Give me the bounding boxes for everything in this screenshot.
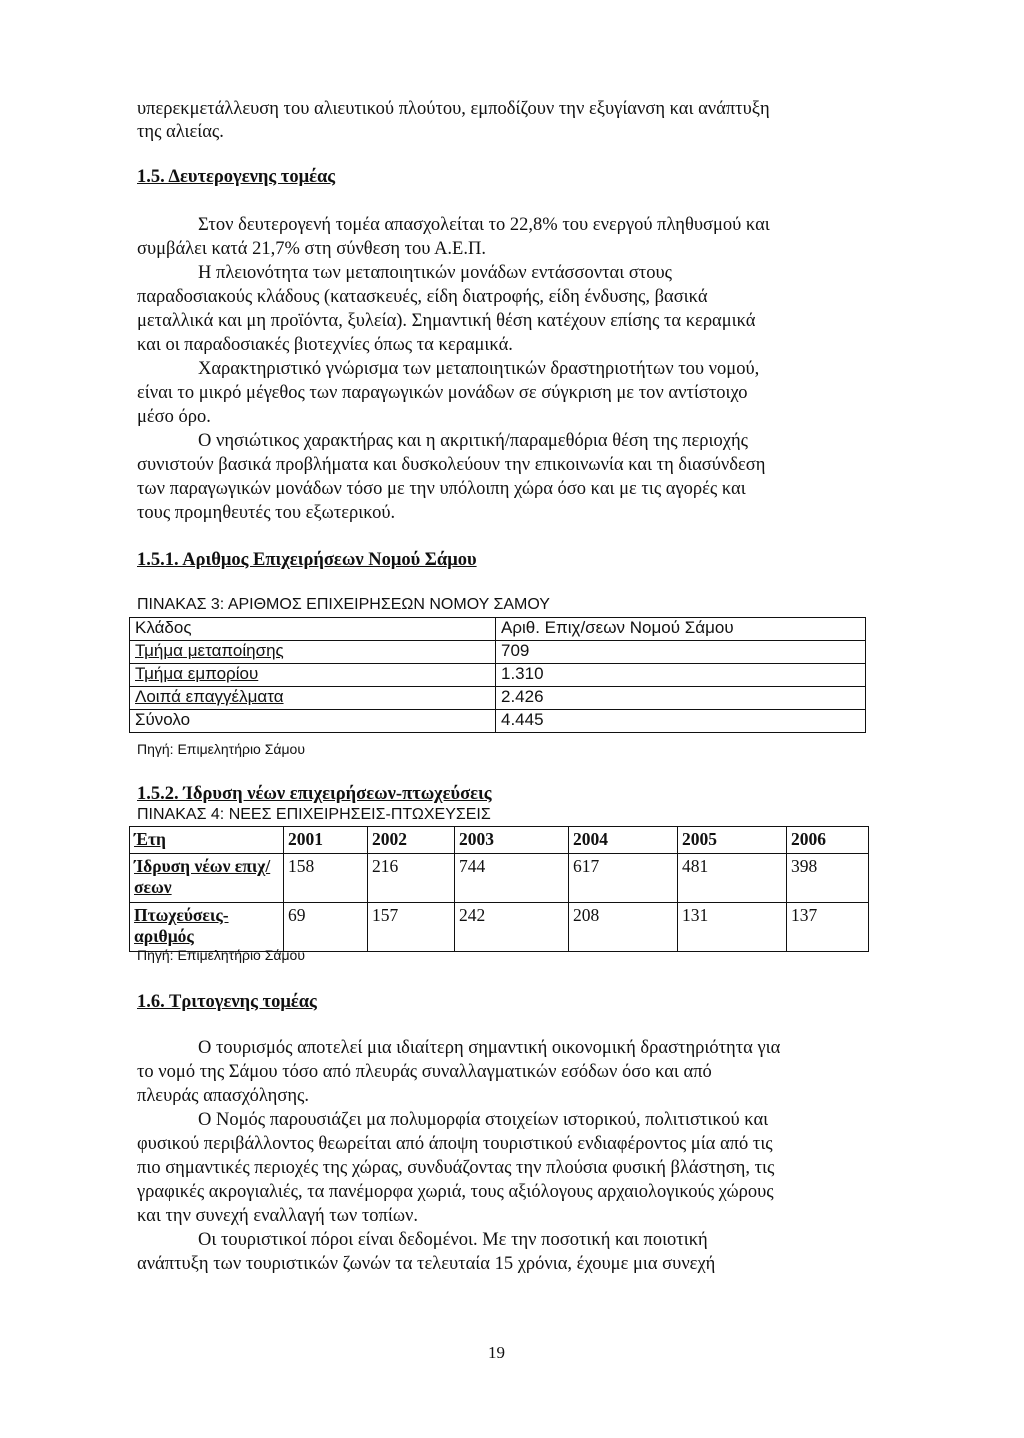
sec15-p1-line-2: συμβάλει κατά 21,7% στη σύνθεση του Α.Ε.Π.: [137, 239, 486, 259]
table4-cell: 157: [368, 903, 455, 952]
table4-cell: 69: [284, 903, 368, 952]
sec16-p2-line-2: φυσικού περιβάλλοντος θεωρείται από άποψη τουριστικού ενδιαφέροντος μία από τις: [137, 1134, 773, 1154]
sec15-p3-line-3: μέσο όρο.: [137, 407, 211, 427]
table3-header-row: [130, 618, 866, 641]
heading-1-5: 1.5. Δευτερογενης τομέας: [137, 167, 336, 187]
sec15-p4-line-1: Ο νησιώτικος χαρακτήρας και η ακριτική/παραμεθόρια θέση της περιοχής: [198, 431, 748, 451]
table3-header-cell: Κλάδος: [130, 618, 496, 641]
intro-line-2: της αλιείας.: [137, 122, 224, 142]
heading-1-5-1: 1.5.1. Αριθμος Επιχειρήσεων Νομού Σάμου: [137, 550, 477, 570]
table-row: [130, 664, 866, 687]
table4-header-cell: 2002: [368, 827, 455, 854]
sec16-p2-line-4: γραφικές ακρογιαλιές, τα πανέμορφα χωριά, τους αξιόλογους αρχαιολογικούς χώρους: [137, 1182, 774, 1202]
table3-cell: Τμήμα εμπορίου: [130, 664, 496, 687]
sec15-p4-line-3: των παραγωγικών μονάδων τόσο με την υπόλοιπη χώρα όσο και με τις αγορές και: [137, 479, 746, 499]
intro-line-1: υπερεκμετάλλευση του αλιευτικού πλούτου, εμποδίζουν την εξυγίανση και ανάπτυξη: [137, 99, 770, 119]
table4-header-cell: 2006: [787, 827, 869, 854]
table4-header-cell: Έτη: [130, 827, 284, 854]
table3-source: Πηγή: Επιμελητήριο Σάμου: [137, 741, 305, 757]
table3-cell: 709: [496, 641, 866, 664]
table3-cell: Σύνολο: [130, 710, 496, 733]
table3-cell: 1.310: [496, 664, 866, 687]
table4-cell: 617: [569, 854, 678, 903]
table4-header-cell: 2001: [284, 827, 368, 854]
table4: [129, 826, 869, 952]
table3-cell: 2.426: [496, 687, 866, 710]
sec15-p4-line-2: συνιστούν βασικά προβλήματα και δυσκολεύουν την επικοινωνία και τη διασύνδεση: [137, 455, 766, 475]
table3-cell: Λοιπά επαγγέλματα: [130, 687, 496, 710]
table4-header-row: [130, 827, 869, 854]
table3-caption: ΠΙΝΑΚΑΣ 3: ΑΡΙΘΜΟΣ ΕΠΙΧΕΙΡΗΣΕΩΝ ΝΟΜΟΥ ΣΑΜΟΥ: [137, 596, 550, 613]
sec15-p3-line-1: Χαρακτηριστικό γνώρισμα των μεταποιητικών δραστηριοτήτων του νομού,: [198, 359, 760, 379]
heading-1-6: 1.6. Τριτογενης τομέας: [137, 992, 317, 1012]
table4-caption: ΠΙΝΑΚΑΣ 4: ΝΕΕΣ ΕΠΙΧΕΙΡΗΣΕΙΣ-ΠΤΩΧΕΥΣΕΙΣ: [137, 806, 491, 823]
sec15-p4-line-4: τους προμηθευτές του εξωτερικού.: [137, 503, 396, 523]
table-row: [130, 903, 869, 952]
table4-cell: 208: [569, 903, 678, 952]
table4-cell: 131: [678, 903, 787, 952]
sec16-p1-line-2: το νομό της Σάμου τόσο από πλευράς συναλλαγματικών εσόδων όσο και από: [137, 1062, 712, 1082]
table4-cell: 398: [787, 854, 869, 903]
sec15-p1-line-1: Στον δευτερογενή τομέα απασχολείται το 22,8% του ενεργού πληθυσμού και: [198, 215, 770, 235]
sec16-p1-line-3: πλευράς απασχόλησης.: [137, 1086, 309, 1106]
sec15-p2-line-4: και οι παραδοσιακές βιοτεχνίες όπως τα κεραμικά.: [137, 335, 513, 355]
table4-row-header: Πτωχεύσεις-αριθμός: [130, 903, 284, 952]
table-row: [130, 854, 869, 903]
table3: [129, 617, 866, 733]
table4-cell: 137: [787, 903, 869, 952]
table-row: [130, 710, 866, 733]
table4-source: Πηγή: Επιμελητήριο Σάμου: [137, 947, 305, 963]
sec15-p2-line-1: Η πλειονότητα των μεταποιητικών μονάδων εντάσσονται στους: [198, 263, 672, 283]
table4-header-cell: 2005: [678, 827, 787, 854]
table4-cell: 158: [284, 854, 368, 903]
table4-header-cell: 2003: [455, 827, 569, 854]
table4-header-cell: 2004: [569, 827, 678, 854]
table4-cell: 744: [455, 854, 569, 903]
table3-header-cell: Αριθ. Επιχ/σεων Νομού Σάμου: [496, 618, 866, 641]
sec16-p3-line-2: ανάπτυξη των τουριστικών ζωνών τα τελευταία 15 χρόνια, έχουμε μια συνεχή: [137, 1254, 716, 1274]
table4-cell: 481: [678, 854, 787, 903]
sec15-p2-line-2: παραδοσιακούς κλάδους (κατασκευές, είδη διατροφής, είδη ένδυσης, βασικά: [137, 287, 708, 307]
table4-cell: 216: [368, 854, 455, 903]
table-row: [130, 687, 866, 710]
sec16-p1-line-1: Ο τουρισμός αποτελεί μια ιδιαίτερη σημαντική οικονομική δραστηριότητα για: [198, 1038, 781, 1058]
table-row: [130, 641, 866, 664]
sec15-p2-line-3: μεταλλικά και μη προϊόντα, ξυλεία). Σημαντική θέση κατέχουν επίσης τα κεραμικά: [137, 311, 756, 331]
table4-cell: 242: [455, 903, 569, 952]
sec16-p2-line-1: Ο Νομός παρουσιάζει μα πολυμορφία στοιχείων ιστορικού, πολιτιστικού και: [198, 1110, 769, 1130]
sec16-p2-line-5: και την συνεχή εναλλαγή των τοπίων.: [137, 1206, 419, 1226]
page-number: 19: [488, 1343, 505, 1362]
table3-cell: 4.445: [496, 710, 866, 733]
sec15-p3-line-2: είναι το μικρό μέγεθος των παραγωγικών μονάδων σε σύγκριση με τον αντίστοιχο: [137, 383, 748, 403]
sec16-p2-line-3: πιο σημαντικές περιοχές της χώρας, συνδυάζοντας την πλούσια φυσική βλάστηση, τις: [137, 1158, 775, 1178]
heading-1-5-2: 1.5.2. Ίδρυση νέων επιχειρήσεων-πτωχεύσεις: [137, 784, 492, 804]
table3-cell: Τμήμα μεταποίησης: [130, 641, 496, 664]
table4-row-header: Ίδρυση νέων επιχ/σεων: [130, 854, 284, 903]
sec16-p3-line-1: Οι τουριστικοί πόροι είναι δεδομένοι. Με την ποσοτική και ποιοτική: [198, 1230, 708, 1250]
